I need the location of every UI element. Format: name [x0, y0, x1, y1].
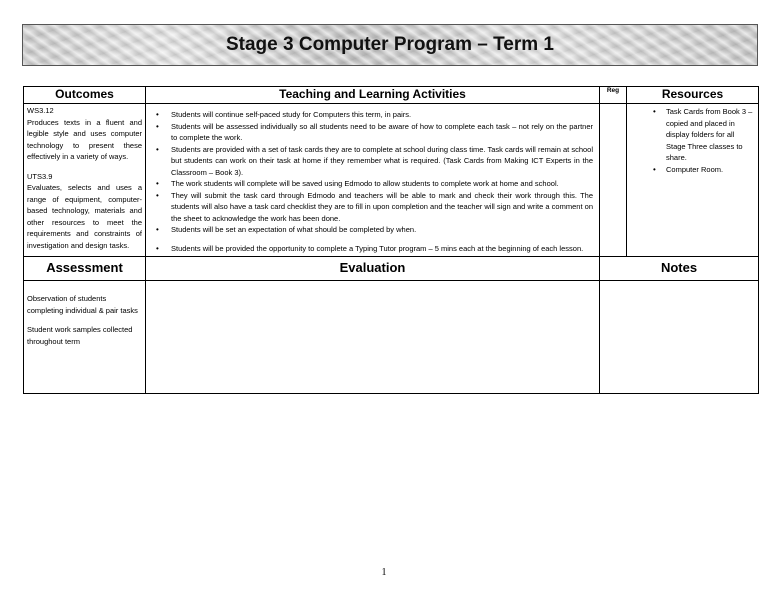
- assessment-cell: [24, 281, 146, 394]
- activity-item: • Students will be set an expectation of what should be completed by when.: [152, 224, 593, 236]
- assessment-item: Student work samples collected throughout term: [27, 325, 133, 346]
- resource-item: • Task Cards from Book 3 – copied and placed in display folders for all Stage Three classes to share.: [629, 106, 754, 164]
- notes-cell: [600, 281, 759, 394]
- outcome-code: UTS3.9: [27, 171, 53, 181]
- header-row-2: [24, 257, 759, 281]
- activity-item: • The work students will complete will be saved using Edmodo to allow students to complete work at home and school.: [152, 178, 593, 190]
- activities-cell: [146, 104, 600, 257]
- resources-list: [629, 106, 754, 175]
- resource-item: • Computer Room.: [629, 164, 754, 176]
- assessment-header: Assessment: [24, 257, 146, 281]
- assessment-item: Observation of students completing individual & pair tasks: [27, 294, 138, 315]
- page-title: Stage 3 Computer Program – Term 1: [225, 34, 555, 55]
- outcomes-header: Outcomes: [24, 87, 146, 104]
- activities-header: Teaching and Learning Activities: [146, 87, 600, 104]
- activities-list: [152, 109, 593, 254]
- reg-header: Reg: [600, 87, 627, 104]
- resources-cell: [627, 104, 759, 257]
- reg-cell: [600, 104, 627, 257]
- activity-item: • Students will be provided the opportunity to complete a Typing Tutor program – 5 mins each at the beginning of each lesson.: [152, 243, 593, 255]
- outcome-code: WS3.12: [27, 106, 54, 115]
- outcomes-cell: [24, 104, 146, 257]
- assessment-row: [24, 281, 759, 394]
- evaluation-header: Evaluation: [146, 257, 600, 281]
- title-banner: [22, 24, 758, 66]
- activity-item: • They will submit the task card through Edmodo and teachers will be able to mark and check their work through this. The students will also have a task card checklist they are to fill in upon completion and the teacher will sign and write a comment on the sheet to acknowledge the work has been done.: [152, 190, 593, 225]
- outcome-text: Produces texts in a fluent and legible style and uses computer technology to present these effectively in a variety of ways.: [27, 117, 142, 161]
- page-number: 1: [381, 567, 387, 578]
- notes-header: Notes: [600, 257, 759, 281]
- program-table: [23, 86, 759, 394]
- evaluation-cell: [146, 281, 600, 394]
- resources-header: Resources: [627, 87, 759, 104]
- activity-item: • Students will be assessed individually so all students need to be aware of how to complete each task – not rely on the partner to complete the work.: [152, 121, 593, 144]
- activity-item: • Students are provided with a set of task cards they are to complete at school during class time. Task cards will remain at school but students can work on their task at home if they remember what is required. (Task Cards from Making ICT Experts in the Classroom – Book 3).: [152, 144, 593, 179]
- header-row: [24, 87, 759, 104]
- content-row: [24, 104, 759, 257]
- outcome-text: Evaluates, selects and uses a range of equipment, computer-based technology, materials and other resources to meet the requirements and constraints of investigation and design tasks.: [27, 183, 142, 250]
- activity-item: • Students will continue self-paced study for Computers this term, in pairs.: [152, 109, 593, 121]
